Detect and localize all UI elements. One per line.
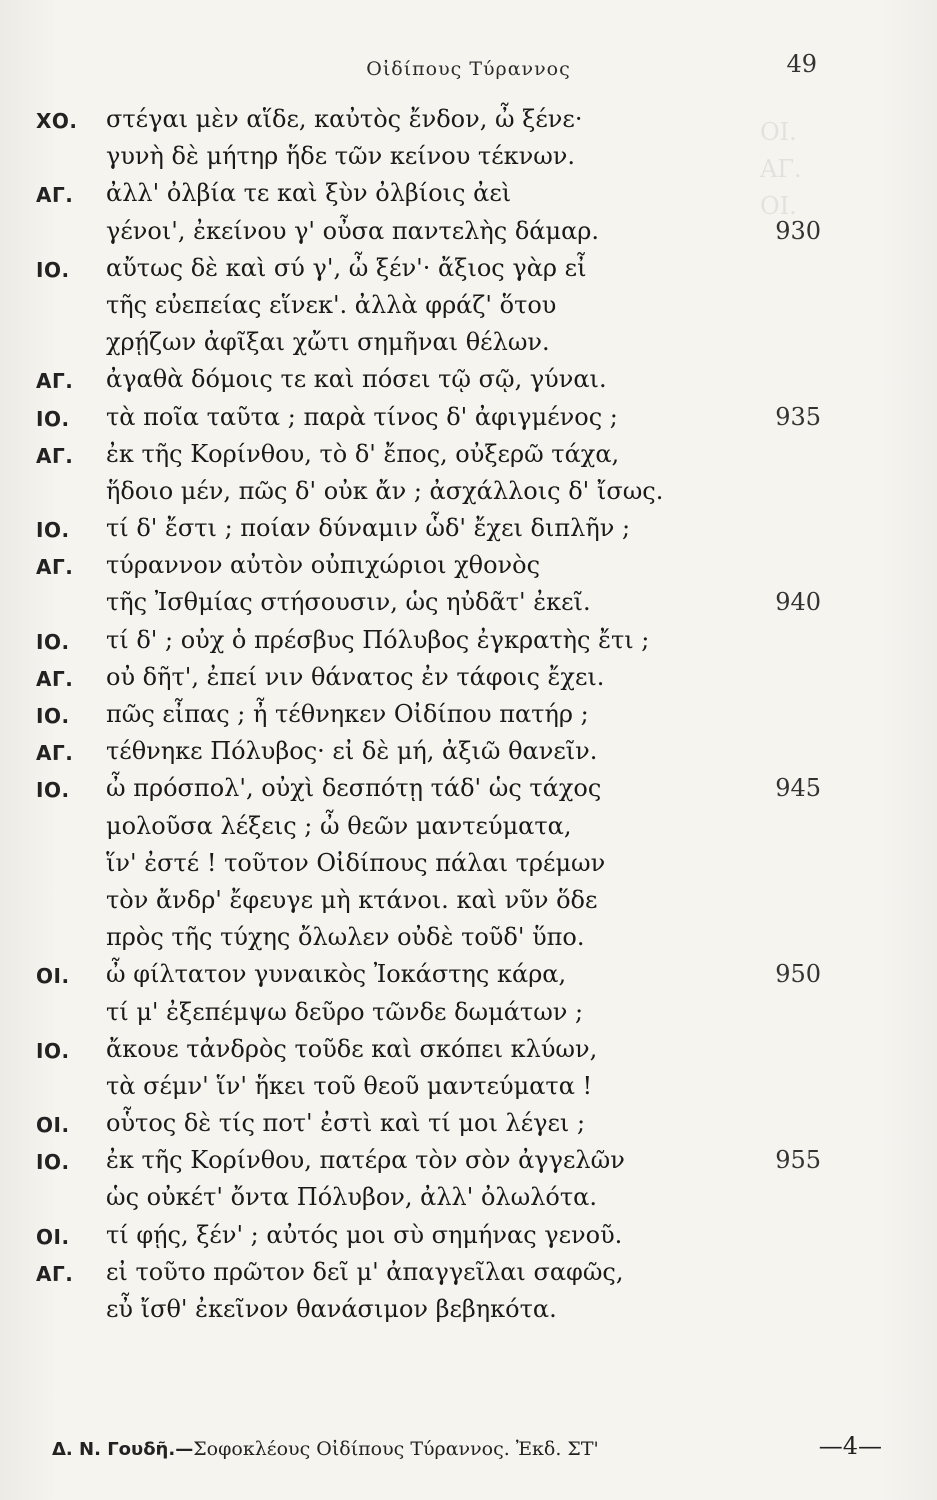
speaker-label: ΙΟ. (36, 778, 70, 803)
verse-text: τὰ σέμν' ἵν' ἥκει τοῦ θεοῦ μαντεύματα ! (106, 1071, 593, 1100)
verse-line (0, 921, 937, 958)
verse-text: εὖ ἴσθ' ἐκεῖνον θανάσιμον βεβηκότα. (106, 1295, 557, 1323)
verse-text: ἥδοιο μέν, πῶς δ' οὐκ ἄν ; ἀσχάλλοις δ' ἴσως. (106, 476, 664, 505)
verse-line (0, 958, 937, 995)
sheet-mark: —4— (818, 1432, 882, 1460)
line-number: 940 (775, 588, 821, 617)
verse-text: μολοῦσα λέξεις ; ὦ θεῶν μαντεύματα, (106, 811, 572, 840)
verse-line (0, 772, 937, 809)
speaker-label: ΧΟ. (36, 109, 78, 133)
verse-line (0, 326, 937, 363)
verse-line (0, 438, 937, 475)
verse-text: τί φῄς, ξέν' ; αὐτός μοι σὺ σημήνας γενοῦ. (106, 1220, 623, 1249)
verse-line (0, 1144, 937, 1181)
verse-line (0, 549, 937, 586)
verse-line (0, 698, 937, 735)
verse-text: τί μ' ἐξεπέμψω δεῦρο τῶνδε δωμάτων ; (106, 997, 584, 1026)
speaker-label: ΑΓ. (36, 666, 74, 691)
verse-line (0, 1256, 937, 1293)
verse-text: ἐκ τῆς Κορίνθου, πατέρα τὸν σὸν ἀγγελῶν (106, 1146, 625, 1175)
verse-line (0, 1181, 937, 1218)
verse-text: οὗτος δὲ τίς ποτ' ἐστὶ καὶ τί μοι λέγει ; (106, 1109, 586, 1138)
verse-line (0, 624, 937, 661)
printer-signature: Δ. Ν. Γουδῆ.— (52, 1439, 194, 1460)
show-through-bleed: ΑΓ. (760, 155, 802, 183)
verse-line (0, 1219, 937, 1256)
verse-text: ὦ φίλτατον γυναικὸς Ἰοκάστης κάρα, (106, 960, 567, 989)
verse-text: εἰ τοῦτο πρῶτον δεῖ μ' ἀπαγγεῖλαι σαφῶς, (106, 1257, 624, 1286)
speaker-label: ΑΓ. (36, 555, 74, 580)
speaker-label: ΑΓ. (36, 1261, 74, 1286)
line-number: 935 (775, 402, 821, 431)
verse-line (0, 363, 937, 400)
verse-text: ὡς οὐκέτ' ὄντα Πόλυβον, ἀλλ' ὀλωλότα. (106, 1183, 597, 1212)
show-through-bleed: ΟΙ. (760, 192, 797, 220)
verse-text: στέγαι μὲν αἵδε, καὐτὸς ἔνδον, ὦ ξένε· (106, 105, 583, 133)
verse-text: ὦ πρόσπολ', οὐχὶ δεσπότῃ τάδ' ὡς τάχος (106, 774, 602, 803)
line-number: 930 (775, 216, 821, 245)
verse-text: ἐκ τῆς Κορίνθου, τὸ δ' ἔπος, οὐξερῶ τάχα, (106, 439, 620, 468)
verse-text: τῆς Ἰσθμίας στήσουσιν, ὡς ηὐδᾶτ' ἐκεῖ. (106, 588, 591, 617)
verse-text: ἀγαθὰ δόμοις τε καὶ πόσει τῷ σῷ, γύναι. (106, 365, 607, 394)
verse-text: τὰ ποῖα ταῦτα ; παρὰ τίνος δ' ἀφιγμένος ; (106, 402, 618, 431)
verse-text: πρὸς τῆς τύχης ὄλωλεν οὐδὲ τοῦδ' ὕπο. (106, 923, 585, 952)
verse-line (0, 884, 937, 921)
speaker-label: ΑΓ. (36, 443, 74, 468)
verse-block (0, 103, 937, 1330)
verse-line (0, 1107, 937, 1144)
verse-line (0, 215, 937, 252)
speaker-label: ΟΙ. (36, 1224, 70, 1249)
speaker-label: ΑΓ. (36, 183, 74, 208)
verse-text: τύραννον αὐτὸν οὐπιχώριοι χθονὸς (106, 551, 541, 580)
speaker-label: ΙΟ. (36, 406, 70, 431)
verse-text: ἵν' ἐστέ ! τοῦτον Οἰδίπους πάλαι τρέμων (106, 848, 606, 877)
line-number: 955 (775, 1146, 821, 1175)
verse-line (0, 1070, 937, 1107)
page-footer (52, 1432, 882, 1460)
speaker-label: ΑΓ. (36, 369, 74, 394)
verse-line (0, 996, 937, 1033)
verse-text: οὐ δῆτ', ἐπεί νιν θάνατος ἐν τάφοις ἔχει. (106, 662, 605, 691)
verse-text: τῆς εὐεπείας εἵνεκ'. ἀλλὰ φράζ' ὅτου (106, 290, 557, 319)
verse-text: τί δ' ἔστι ; ποίαν δύναμιν ὧδ' ἔχει διπλῆν ; (106, 514, 631, 543)
verse-line (0, 735, 937, 772)
page-number: 49 (786, 50, 817, 78)
verse-line (0, 177, 937, 214)
verse-text: ἀλλ' ὀλβία τε καὶ ξὺν ὀλβίοις ἀεὶ (106, 179, 512, 208)
speaker-label: ΙΟ. (36, 518, 70, 543)
speaker-label: ΟΙ. (36, 1113, 70, 1138)
verse-line (0, 252, 937, 289)
running-title: Οἰδίπους Τύραννος (366, 58, 571, 80)
line-number: 945 (775, 774, 821, 803)
verse-line (0, 140, 937, 177)
verse-text: χρῄζων ἀφῖξαι χὤτι σημῆναι θέλων. (106, 328, 550, 357)
verse-line (0, 1293, 937, 1330)
speaker-label: ΑΓ. (36, 741, 74, 766)
verse-line (0, 401, 937, 438)
verse-line (0, 661, 937, 698)
verse-line (0, 586, 937, 623)
verse-line (0, 475, 937, 512)
speaker-label: ΟΙ. (36, 964, 70, 989)
verse-text: αὔτως δὲ καὶ σύ γ', ὦ ξέν'· ἄξιος γὰρ εἶ (106, 253, 587, 282)
show-through-bleed: ΟΙ. (760, 118, 797, 146)
speaker-label: ΙΟ. (36, 1038, 70, 1063)
verse-text: γένοι', ἐκείνου γ' οὖσα παντελὴς δάμαρ. (106, 216, 600, 245)
verse-line (0, 512, 937, 549)
speaker-label: ΙΟ. (36, 1150, 70, 1175)
edition-note: Σοφοκλέους Οἰδίπους Τύραννος. Ἐκδ. ΣΤ' (193, 1438, 599, 1460)
verse-line (0, 847, 937, 884)
verse-line (0, 810, 937, 847)
line-number: 950 (775, 960, 821, 989)
verse-text: τὸν ἄνδρ' ἔφευγε μὴ κτάνοι. καὶ νῦν ὅδε (106, 885, 598, 914)
verse-line (0, 1033, 937, 1070)
speaker-label: ΙΟ. (36, 704, 70, 728)
verse-text: τί δ' ; οὐχ ὁ πρέσβυς Πόλυβος ἐγκρατὴς ἔτι ; (106, 625, 650, 654)
verse-text: ἄκουε τἀνδρὸς τοῦδε καὶ σκόπει κλύων, (106, 1034, 598, 1063)
verse-line (0, 103, 937, 140)
speaker-label: ΙΟ. (36, 257, 70, 282)
speaker-label: ΙΟ. (36, 629, 70, 654)
verse-text: πῶς εἶπας ; ἦ τέθνηκεν Οἰδίπου πατήρ ; (106, 700, 589, 728)
verse-text: γυνὴ δὲ μήτηρ ἥδε τῶν κείνου τέκνων. (106, 142, 576, 171)
verse-line (0, 289, 937, 326)
verse-text: τέθνηκε Πόλυβος· εἰ δὲ μή, ἀξιῶ θανεῖν. (106, 737, 598, 766)
